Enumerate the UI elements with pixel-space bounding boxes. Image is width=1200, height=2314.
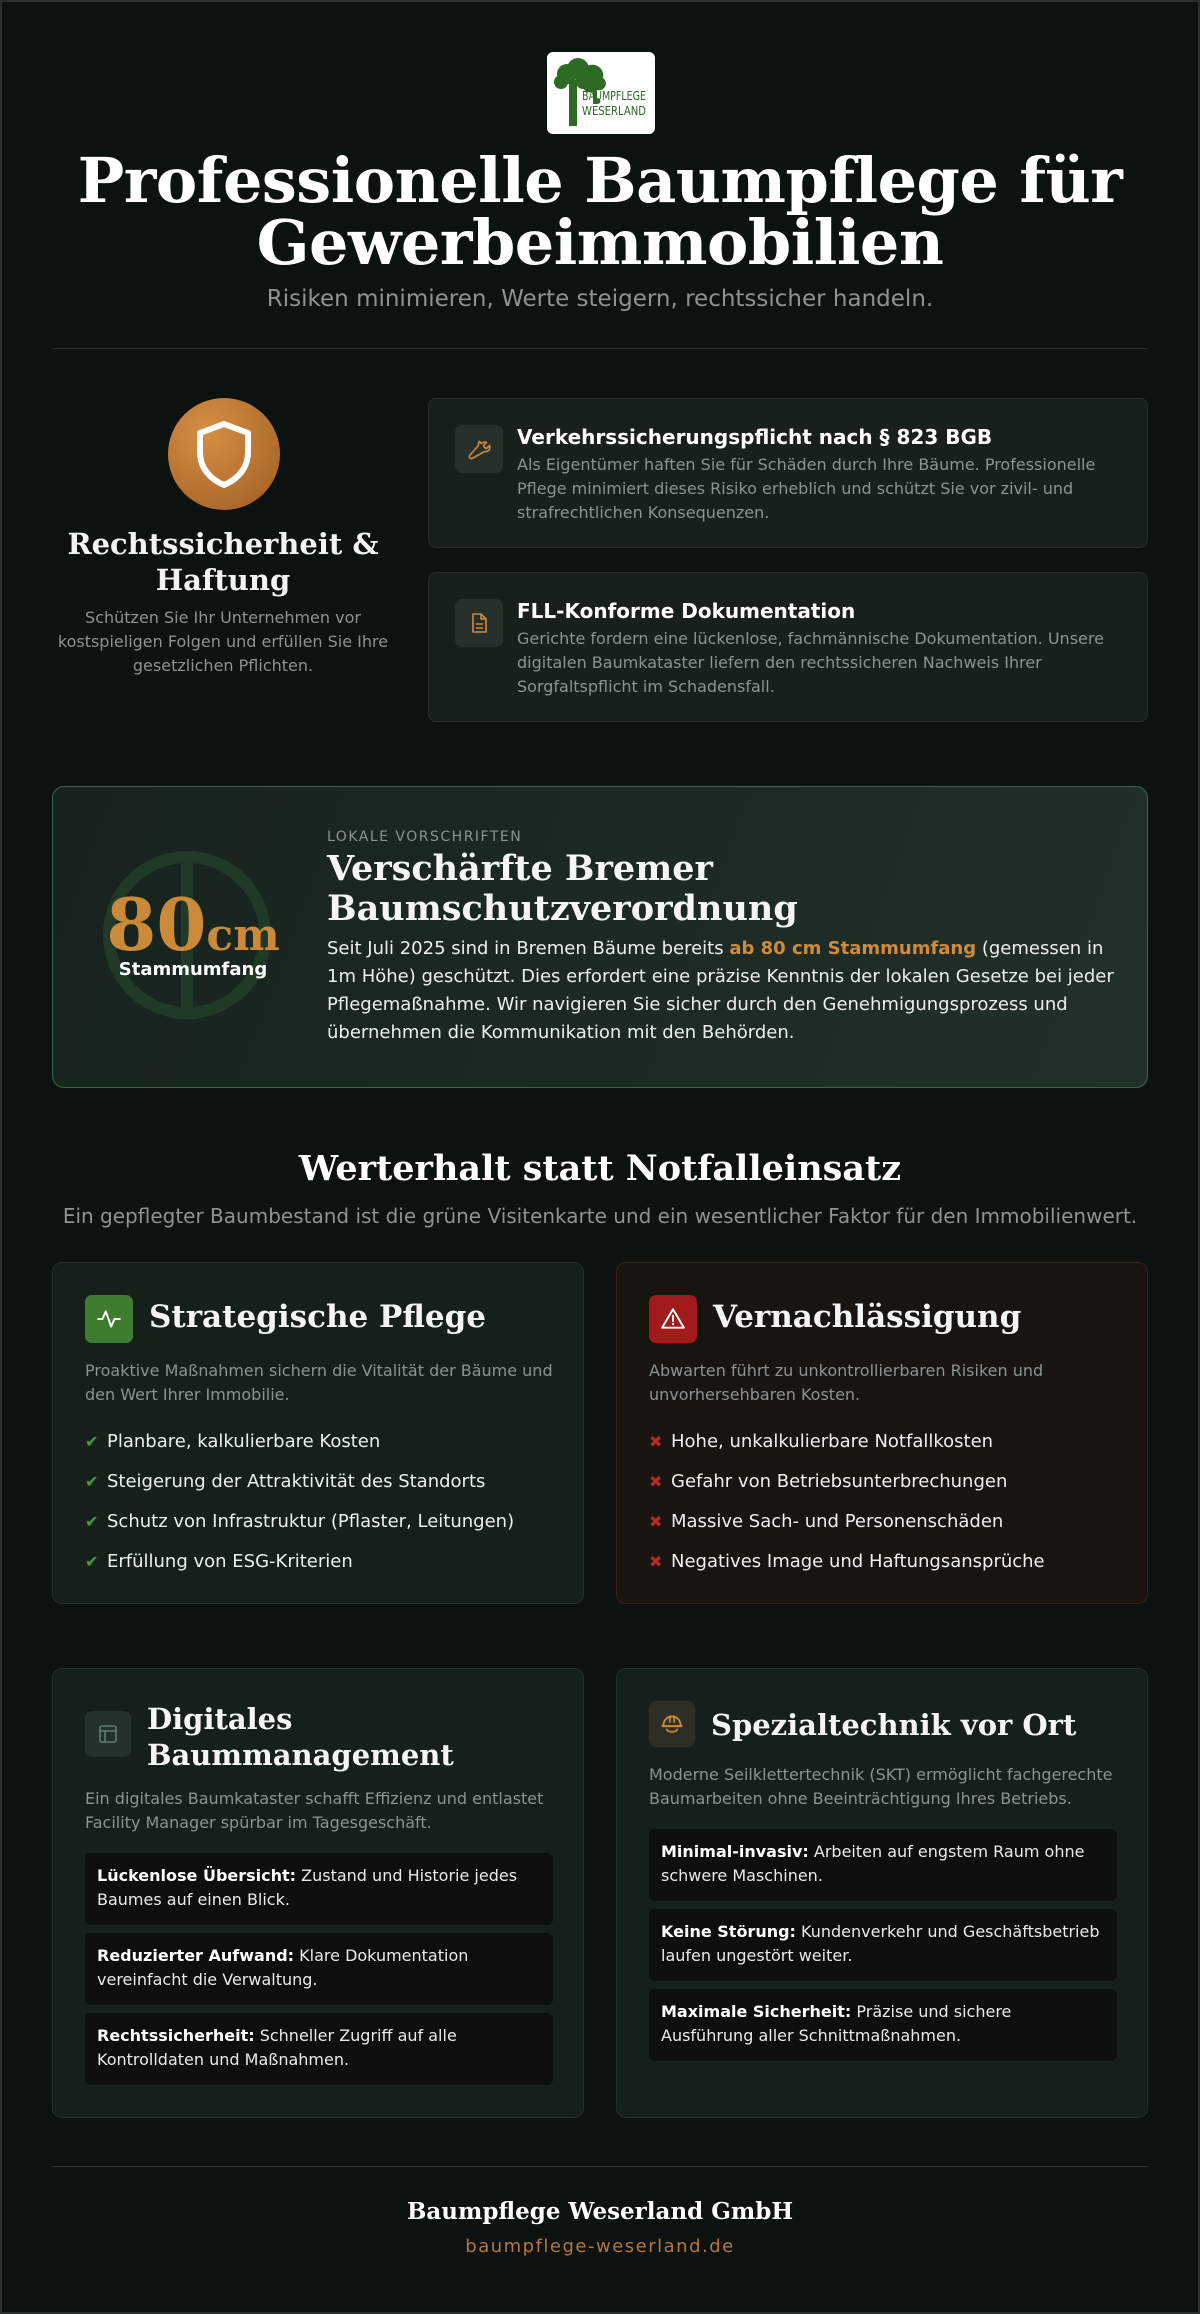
digital-management-list bbox=[85, 1853, 553, 2093]
check-icon: ✔ bbox=[85, 1471, 99, 1491]
list-item-text: Schutz von Infrastruktur (Pflaster, Leitungen) bbox=[107, 1510, 515, 1532]
digital-management-title: Digitales Baummanagement bbox=[147, 1702, 454, 1772]
special-technique-text: Moderne Seilklettertechnik (SKT) ermöglicht fachgerechte Baumarbeiten ohne Beeinträchtigung Ihres Betriebs. bbox=[649, 1765, 1113, 1808]
regulation-title: Verschärfte Bremer Baumschutzverordnung bbox=[327, 848, 798, 929]
info-card-text: Als Eigentümer haften Sie für Schäden durch Ihre Bäume. Professionelle Pflege minimiert dieses Risiko erheblich und schützt Sie vor zivil- und strafrechtlichen Konsequenzen. bbox=[517, 455, 1096, 522]
list-item-text: Arbeiten auf engstem Raum ohne schwere Maschinen. bbox=[661, 1842, 1085, 1885]
neglect-text: Abwarten führt zu unkontrollierbaren Risiken und unvorhersehbaren Kosten. bbox=[649, 1361, 1044, 1404]
list-item bbox=[85, 1933, 553, 2005]
tree-logo-icon bbox=[547, 52, 655, 134]
legal-badge bbox=[168, 398, 280, 510]
climbing-helmet-icon bbox=[649, 1701, 695, 1747]
layout-icon bbox=[85, 1711, 131, 1757]
list-item-text: Präzise und sichere Ausführung aller Schnittmaßnahmen. bbox=[661, 2002, 1012, 2045]
check-icon: ✔ bbox=[85, 1511, 99, 1531]
info-card-text: Gerichte fordern eine lückenlose, fachmännische Dokumentation. Unsere digitalen Baumkataster liefern den rechtssicheren Nachweis Ihrer Sorgfaltspflicht im Schadensfall. bbox=[517, 629, 1104, 696]
list-item bbox=[85, 1461, 514, 1501]
special-technique-list bbox=[649, 1829, 1117, 2069]
footer-website-link[interactable]: baumpflege-weserland.de bbox=[465, 2236, 735, 2257]
check-icon: ✔ bbox=[85, 1431, 99, 1451]
regulation-highlight: ab 80 cm Stammumfang bbox=[729, 938, 977, 959]
warning-icon bbox=[649, 1295, 697, 1343]
regulation-eyebrow: LOKALE VORSCHRIFTEN bbox=[327, 829, 523, 845]
list-item bbox=[649, 1989, 1117, 2061]
list-item-text: Planbare, kalkulierbare Kosten bbox=[107, 1430, 381, 1452]
list-item bbox=[649, 1829, 1117, 1901]
list-item bbox=[649, 1461, 1045, 1501]
list-item bbox=[649, 1541, 1045, 1581]
cross-icon: ✖ bbox=[649, 1551, 663, 1571]
strategic-care-list bbox=[85, 1421, 514, 1581]
info-card-title: Verkehrssicherungspflicht nach § 823 BGB bbox=[517, 425, 993, 449]
page bbox=[2, 2, 1198, 2312]
list-item-text: Hohe, unkalkulierbare Notfallkosten bbox=[671, 1430, 994, 1452]
list-item bbox=[85, 2013, 553, 2085]
regulation-card bbox=[52, 786, 1148, 1088]
neglect-card bbox=[616, 1262, 1148, 1604]
list-item-text: Schneller Zugriff auf alle Kontrolldaten und Maßnahmen. bbox=[97, 2026, 457, 2069]
list-item-label: Rechtssicherheit: bbox=[97, 2026, 255, 2045]
cross-icon: ✖ bbox=[649, 1431, 663, 1451]
strategic-care-text: Proaktive Maßnahmen sichern die Vitalität der Bäume und den Wert Ihrer Immobilie. bbox=[85, 1361, 553, 1404]
page-title: Professionelle Baumpflege für Gewerbeimmobilien bbox=[77, 144, 1123, 279]
value-section-subtitle: Ein gepflegter Baumbestand ist die grüne Visitenkarte und ein wesentlicher Faktor für den Immobilienwert. bbox=[62, 1204, 1138, 1228]
circumference-number: 80 bbox=[106, 882, 207, 967]
circumference-value bbox=[103, 882, 283, 967]
info-card-title: FLL-Konforme Dokumentation bbox=[517, 599, 856, 623]
info-card-documentation bbox=[428, 572, 1148, 722]
regulation-text-start: Seit Juli 2025 sind in Bremen Bäume bereits bbox=[327, 938, 730, 959]
list-item-text: Gefahr von Betriebsunterbrechungen bbox=[671, 1470, 1008, 1492]
special-technique-card bbox=[616, 1668, 1148, 2118]
list-item bbox=[649, 1501, 1045, 1541]
list-item-label: Reduzierter Aufwand: bbox=[97, 1946, 295, 1965]
check-icon: ✔ bbox=[85, 1551, 99, 1571]
list-item bbox=[85, 1853, 553, 1925]
strategic-care-title: Strategische Pflege bbox=[149, 1299, 486, 1335]
list-item-label: Keine Störung: bbox=[661, 1922, 796, 1941]
footer-company: Baumpflege Weserland GmbH bbox=[406, 2198, 794, 2225]
value-section-title: Werterhalt statt Notfalleinsatz bbox=[298, 1148, 902, 1189]
list-item bbox=[85, 1541, 514, 1581]
info-card-liability bbox=[428, 398, 1148, 548]
logo-line-2: WESERLAND bbox=[582, 104, 646, 118]
list-item-label: Minimal-invasiv: bbox=[661, 1842, 809, 1861]
activity-icon bbox=[85, 1295, 133, 1343]
circumference-caption: Stammumfang bbox=[118, 959, 268, 980]
list-item-text: Klare Dokumentation vereinfacht die Verwaltung. bbox=[97, 1946, 469, 1989]
page-subtitle: Risiken minimieren, Werte steigern, rechtssicher handeln. bbox=[266, 286, 934, 312]
cross-icon: ✖ bbox=[649, 1471, 663, 1491]
list-item bbox=[649, 1909, 1117, 1981]
logo-line-1: BAUMPFLEGE bbox=[582, 89, 646, 103]
neglect-list bbox=[649, 1421, 1045, 1581]
header-divider bbox=[52, 348, 1148, 349]
list-item-text: Negatives Image und Haftungsansprüche bbox=[671, 1550, 1045, 1572]
company-logo[interactable] bbox=[547, 52, 655, 134]
cross-icon: ✖ bbox=[649, 1511, 663, 1531]
digital-management-card bbox=[52, 1668, 584, 2118]
list-item-text: Massive Sach- und Personenschäden bbox=[671, 1510, 1004, 1532]
digital-management-text: Ein digitales Baumkataster schafft Effizienz und entlastet Facility Manager spürbar im Tagesgeschäft. bbox=[85, 1789, 544, 1832]
legal-text: Schützen Sie Ihr Unternehmen vor kostspieligen Folgen und erfüllen Sie Ihre gesetzlichen Pflichten. bbox=[57, 608, 389, 675]
wrench-icon bbox=[455, 425, 503, 473]
neglect-title: Vernachlässigung bbox=[713, 1299, 1022, 1335]
document-icon bbox=[455, 599, 503, 647]
special-technique-title: Spezialtechnik vor Ort bbox=[711, 1708, 1077, 1742]
strategic-care-card bbox=[52, 1262, 584, 1604]
footer-divider bbox=[52, 2166, 1148, 2167]
list-item-text: Steigerung der Attraktivität des Standorts bbox=[107, 1470, 486, 1492]
regulation-text bbox=[327, 935, 1117, 1047]
legal-title: Rechtssicherheit & Haftung bbox=[67, 527, 379, 597]
list-item-label: Maximale Sicherheit: bbox=[661, 2002, 852, 2021]
list-item bbox=[85, 1501, 514, 1541]
regulation-text-end: (gemessen in 1m Höhe) geschützt. Dies erfordert eine präzise Kenntnis der lokalen Gesetze bei jeder Pflegemaßnahme. Wir navigieren Sie sicher durch den Genehmigungsprozess und übernehmen die Kommunikation mit den Behörden. bbox=[327, 938, 1114, 1043]
list-item-text: Kundenverkehr und Geschäftsbetrieb laufen ungestört weiter. bbox=[661, 1922, 1100, 1965]
list-item bbox=[649, 1421, 1045, 1461]
list-item-label: Lückenlose Übersicht: bbox=[97, 1866, 297, 1885]
circumference-unit: cm bbox=[206, 910, 280, 961]
list-item-text: Zustand und Historie jedes Baumes auf einen Blick. bbox=[97, 1866, 518, 1909]
shield-icon bbox=[168, 398, 280, 510]
list-item bbox=[85, 1421, 514, 1461]
list-item-text: Erfüllung von ESG-Kriterien bbox=[107, 1550, 353, 1572]
